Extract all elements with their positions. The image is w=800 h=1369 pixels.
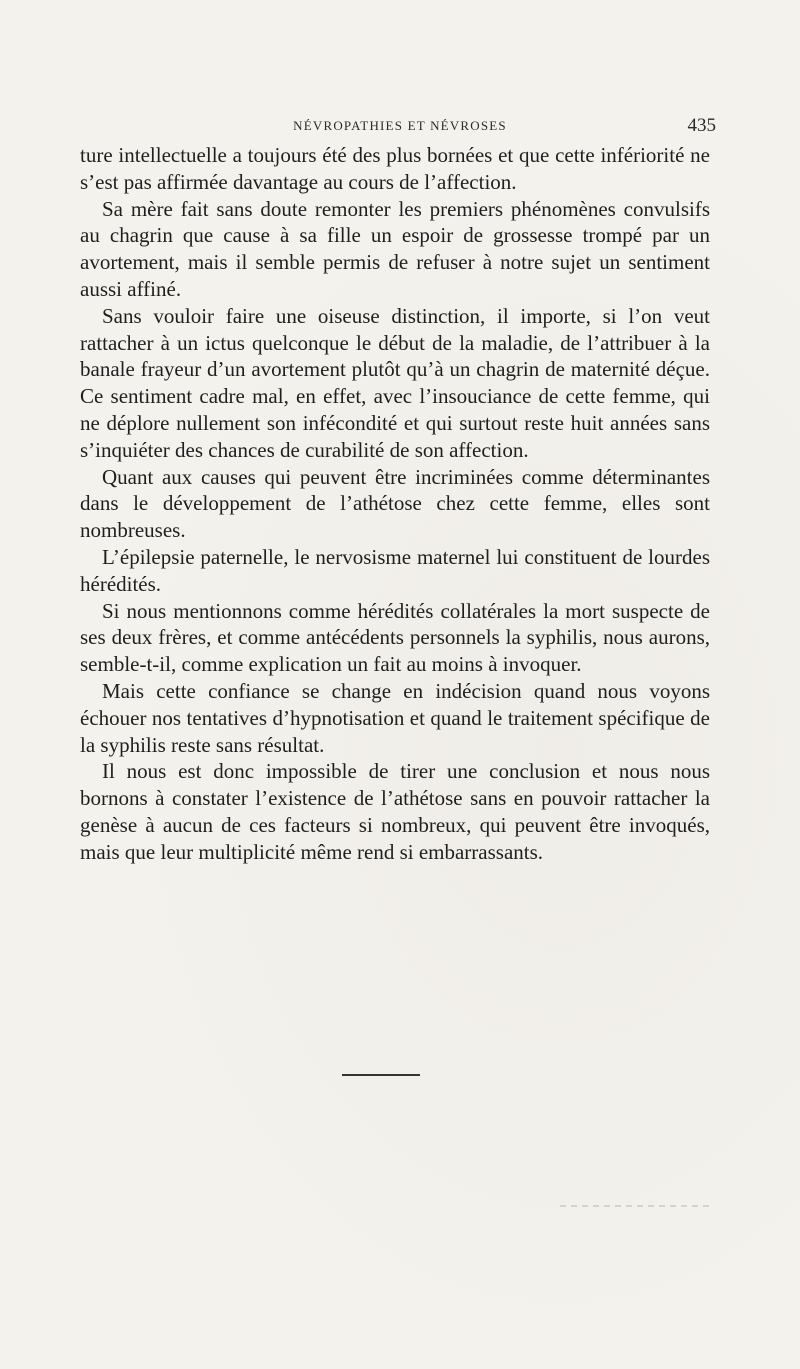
- bleed-through-mark: [560, 1205, 710, 1207]
- paragraph-7: Mais cette confiance se change en indécision quand nous voyons échouer nos tentatives d’hypnotisation et quand le traitement spécifique de la syphilis reste sans résultat.: [80, 678, 710, 757]
- paragraph-2: Sa mère fait sans doute remonter les premiers phénomènes convulsifs au chagrin que cause à sa fille un espoir de grossesse trompé par un avortement, mais il semble permis de refuser à notre sujet un sentiment aussi affiné.: [80, 196, 710, 301]
- paragraph-1: ture intellectuelle a toujours été des plus bornées et que cette infériorité ne s’est pas affirmée davantage au cours de l’affection.: [80, 143, 710, 194]
- section-end-rule: [342, 1074, 420, 1076]
- paragraph-3: Sans vouloir faire une oiseuse distinction, il importe, si l’on veut rattacher à un ictus quelconque le début de la maladie, de l’attribuer à la banale frayeur d’un avortement plutôt qu’à un chagrin de maternité déçue. Ce sentiment cadre mal, en effet, avec l’insouciance de cette femme, qui ne déplore nullement son infécondité et qui surtout reste huit années sans s’inquiéter des chances de curabilité de son affection.: [80, 303, 710, 462]
- body-text: [80, 142, 710, 866]
- page-header: [80, 115, 720, 138]
- paragraph-8: Il nous est donc impossible de tirer une conclusion et nous nous bornons à constater l’existence de l’athétose sans en pouvoir rattacher la genèse à aucun de ces facteurs si nombreux, qui peuvent être invoqués, mais que leur multiplicité même rend si embarrassants.: [80, 759, 710, 864]
- paragraph-6: Si nous mentionnons comme hérédités collatérales la mort suspecte de ses deux frères, et comme antécédents personnels la syphilis, nous aurons, semble-t-il, comme explication un fait au moins à invoquer.: [80, 598, 710, 677]
- paragraph-4: Quant aux causes qui peuvent être incriminées comme déterminantes dans le développement de l’athétose chez cette femme, elles sont nombreuses.: [80, 464, 710, 543]
- page-number: 435: [687, 115, 716, 136]
- running-title: NÉVROPATHIES ET NÉVROSES: [293, 118, 507, 133]
- paragraph-5: L’épilepsie paternelle, le nervosisme maternel lui constituent de lourdes hérédités.: [80, 544, 710, 596]
